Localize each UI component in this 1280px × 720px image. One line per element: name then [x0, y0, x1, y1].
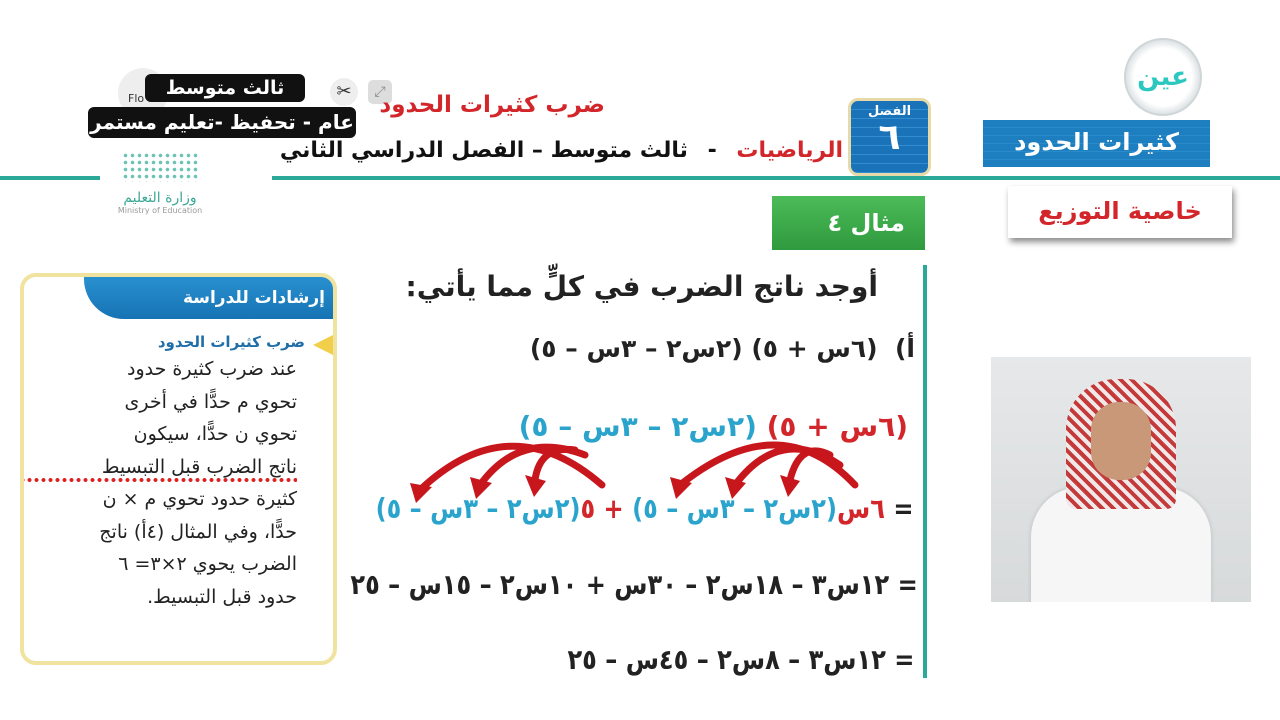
tip-line: تحوي ن حدًّا، سيكون — [133, 423, 297, 445]
problem-a — [530, 334, 915, 363]
study-tips-header — [84, 277, 333, 319]
paren-group-2: (٢س٢ – ٣س – ٥) — [376, 492, 581, 525]
tip-line: حدود قبل التبسيط. — [147, 585, 297, 608]
plus: + — [604, 492, 625, 525]
ministry-name-en: Ministry of Education — [117, 206, 203, 215]
factor-1: (٦س + ٥) — [766, 410, 908, 443]
ministry-dots-icon — [122, 152, 198, 182]
unit-banner: كثيرات الحدود — [983, 120, 1210, 167]
tip-line: عند ضرب كثيرة حدود — [127, 358, 297, 380]
problem-prompt: أوجد ناتج الضرب في كلٍّ مما يأتي: — [405, 270, 878, 303]
step-1 — [376, 492, 914, 525]
property-label: خاصية التوزيع — [1008, 186, 1232, 238]
paren-group-1: (٢س٢ – ٣س – ٥) — [632, 492, 838, 525]
tip-line: تحوي م حدًّا في أخرى — [124, 390, 297, 413]
course-subtitle — [280, 138, 843, 163]
chapter-label: الفصل — [867, 104, 912, 119]
tip-line: الضرب يحوي ٢×٣= ٦ — [118, 553, 297, 575]
pointer-icon — [313, 335, 333, 355]
chapter-number: ٦ — [878, 117, 901, 158]
multiplier-2: ٥ — [580, 492, 596, 525]
scissors-icon[interactable]: ✂ — [330, 78, 358, 106]
ministry-name-ar: وزارة التعليم — [123, 190, 197, 206]
chapter-badge — [848, 98, 931, 176]
factor-2: (٢س٢ – ٣س – ٥) — [518, 410, 757, 443]
header-divider-left — [0, 176, 100, 180]
example-tag: مثال ٤ — [772, 196, 925, 250]
part-label: أ) — [895, 334, 915, 363]
lesson-title: ضرب كثيرات الحدود — [379, 92, 605, 118]
tip-line: ناتج الضرب قبل التبسيط — [24, 451, 297, 484]
study-tips-body — [24, 353, 333, 613]
study-tips-subheading: ضرب كثيرات الحدود — [157, 333, 305, 351]
multiplier-1: ٦س — [837, 492, 886, 525]
header-divider-right — [272, 176, 1280, 180]
separator: - — [707, 138, 717, 163]
step-3: = ١٢س٣ – ٨س٢ – ٤٥س – ٢٥ — [567, 643, 914, 676]
step-2: = ١٢س٣ – ١٨س٢ – ٣٠س + ١٠س٢ – ١٥س – ٢٥ — [350, 568, 918, 601]
ministry-logo — [110, 152, 210, 224]
expand-icon[interactable]: ⤢ — [368, 80, 392, 104]
tip-line: كثيرة حدود تحوي م × ن — [102, 488, 297, 510]
channel-logo — [1124, 38, 1202, 116]
study-tips-title: إرشادات للدراسة — [182, 288, 325, 308]
tip-line: حدًّا، وفي المثال (٤أ) ناتج — [99, 520, 297, 543]
channel-logo-text: عين — [1137, 62, 1189, 92]
content-divider — [923, 265, 927, 678]
grade-badge: ثالث متوسط — [145, 74, 305, 102]
factors-line — [519, 410, 908, 443]
track-badge: عام - تحفيظ -تعليم مستمر — [88, 107, 356, 138]
study-tips-box — [20, 273, 337, 665]
app-label: Flo — [128, 92, 145, 105]
subtitle-text: ثالث متوسط – الفصل الدراسي الثاني — [279, 138, 688, 163]
problem-expr: (٦س + ٥) (٢س٢ – ٣س – ٥) — [529, 334, 878, 363]
subject-label: الرياضيات — [736, 138, 843, 163]
equals: = — [893, 492, 914, 525]
presenter-video[interactable] — [991, 357, 1251, 602]
presenter-face — [1091, 402, 1151, 480]
